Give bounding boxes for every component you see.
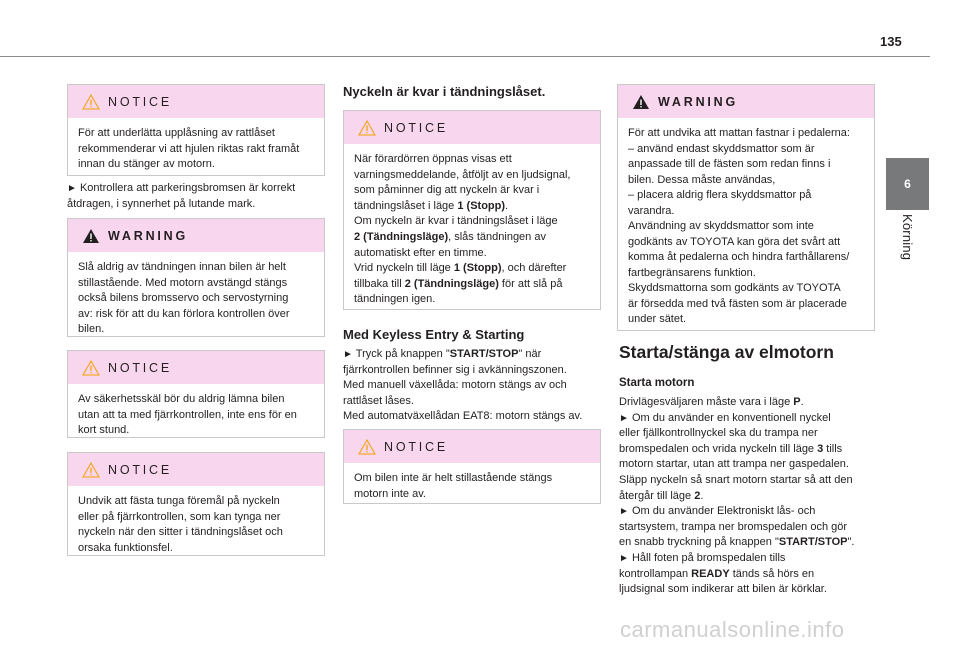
warning-label: WARNING bbox=[658, 94, 739, 109]
notice-text: Undvik att fästa tunga föremål på nyckeln eller på fjärrkontrollen, som kan tynga ner nyckeln när den sitter i tändningslåset och orsaka funktionsfel. bbox=[78, 495, 283, 554]
notice-text: Av säkerhetsskäl bör du aldrig lämna bilen utan att ta med fjärrkontrollen, inte ens för en kort stund. bbox=[78, 393, 297, 437]
notice-label: NOTICE bbox=[108, 462, 173, 477]
arrow-icon: ► bbox=[619, 506, 629, 518]
arrow-icon: ► bbox=[619, 552, 629, 564]
notice-box bbox=[67, 350, 325, 438]
watermark: carmanualsonline.info bbox=[620, 617, 845, 642]
instruction-paragraph: Drivlägesväljaren måste vara i läge P. ► Om du använder en konventionell nyckel eller fjällkontrollnyckel ska du trampa ner bromspedalen och vrida nyckeln till läge 3 tills motorn startar, utan att trampa ner gaspedalen. Släpp nyckeln så snart motorn startar så att den återgår till läge 2. ► Om du använder Elektroniskt lås- och startsystem, trampa ner bromspedalen och gör en snabb tryckning på knappen "START/STOP". ► Håll foten på bromspedalen tills kontrollampan READY tänds så hörs en ljudsignal som indikerar att bilen är körklar. bbox=[619, 396, 855, 596]
notice-triangle-icon bbox=[358, 439, 376, 455]
arrow-icon: ► bbox=[619, 412, 629, 424]
section-heading: Nyckeln är kvar i tändningslåset. bbox=[343, 84, 546, 99]
chapter-tab[interactable]: 6 bbox=[886, 158, 929, 210]
notice-triangle-icon bbox=[82, 360, 100, 376]
warning-triangle-icon bbox=[632, 94, 650, 110]
notice-box bbox=[67, 452, 325, 556]
notice-box bbox=[343, 110, 601, 310]
warning-header bbox=[68, 219, 324, 252]
notice-box bbox=[67, 84, 325, 176]
notice-header bbox=[68, 351, 324, 384]
arrow-icon: ► bbox=[67, 183, 77, 194]
warning-box bbox=[67, 218, 325, 337]
warning-label: WARNING bbox=[108, 228, 189, 243]
notice-header bbox=[68, 85, 324, 118]
warning-text: Slå aldrig av tändningen innan bilen är helt stillastående. Med motorn avstängd stängs också bilens bromsservo och servostyrning av: risk för att du kan förlora kontrollen över bilen. bbox=[78, 261, 290, 336]
notice-label: NOTICE bbox=[108, 360, 173, 375]
page-number: 135 bbox=[880, 34, 902, 49]
notice-header bbox=[68, 453, 324, 486]
notice-label: NOTICE bbox=[108, 94, 173, 109]
notice-text: För att underlätta upplåsning av rattlåset rekommenderar vi att hjulen riktas rakt framåt innan du stänger av motorn. bbox=[78, 127, 300, 171]
notice-header bbox=[344, 430, 600, 463]
section-heading: Med Keyless Entry & Starting bbox=[343, 327, 525, 342]
section-title: Starta/stänga av elmotorn bbox=[619, 342, 834, 362]
arrow-icon: ► bbox=[343, 349, 353, 360]
subsection-heading: Starta motorn bbox=[619, 377, 695, 389]
warning-box bbox=[617, 84, 875, 331]
notice-label: NOTICE bbox=[384, 439, 449, 454]
notice-header bbox=[344, 111, 600, 144]
warning-triangle-icon bbox=[82, 228, 100, 244]
instruction-paragraph: ► Kontrollera att parkeringsbromsen är korrekt åtdragen, i synnerhet på lutande mark. bbox=[67, 182, 296, 210]
warning-text: För att undvika att mattan fastnar i pedalerna: – använd endast skyddsmattor som är anpassade till de fästen som redan finns i bilen. Dessa måste användas, – placera aldrig flera skyddsmattor på varandra. Användning av skyddsmattor som inte godkänts av TOYOTA kan göra det svårt att komma åt pedalerna och hindra farthållarens/ fartbegränsarens funktion. Skyddsmattorna som godkänts av TOYOTA är försedda med två fästen som är placerade under sätet. bbox=[628, 127, 850, 325]
chapter-title: Körning bbox=[900, 214, 915, 261]
instruction-paragraph: ► Tryck på knappen "START/STOP" när fjärrkontrollen befinner sig i avkänningszonen. Med manuell växellåda: motorn stängs av och rattlåset låses. Med automatväxellådan EAT8: motorn stängs av. bbox=[343, 348, 583, 423]
notice-box bbox=[343, 429, 601, 504]
top-rule bbox=[0, 56, 930, 57]
warning-header bbox=[618, 85, 874, 118]
notice-text: Om bilen inte är helt stillastående stängs motorn inte av. bbox=[354, 472, 553, 500]
notice-label: NOTICE bbox=[384, 120, 449, 135]
notice-text: När förardörren öppnas visas ett varningsmeddelande, åtföljt av en ljudsignal, som påminner dig att nyckeln är kvar i tändningslåset i läge 1 (Stopp). Om nyckeln är kvar i tändningslåset i läge 2 (Tändningsläge), slås tändningen av automatiskt efter en timme. Vrid nyckeln till läge 1 (Stopp), och därefter tillbaka till 2 (Tändningsläge) för att slå på tändningen igen. bbox=[354, 153, 571, 306]
notice-triangle-icon bbox=[358, 120, 376, 136]
notice-triangle-icon bbox=[82, 462, 100, 478]
notice-triangle-icon bbox=[82, 94, 100, 110]
